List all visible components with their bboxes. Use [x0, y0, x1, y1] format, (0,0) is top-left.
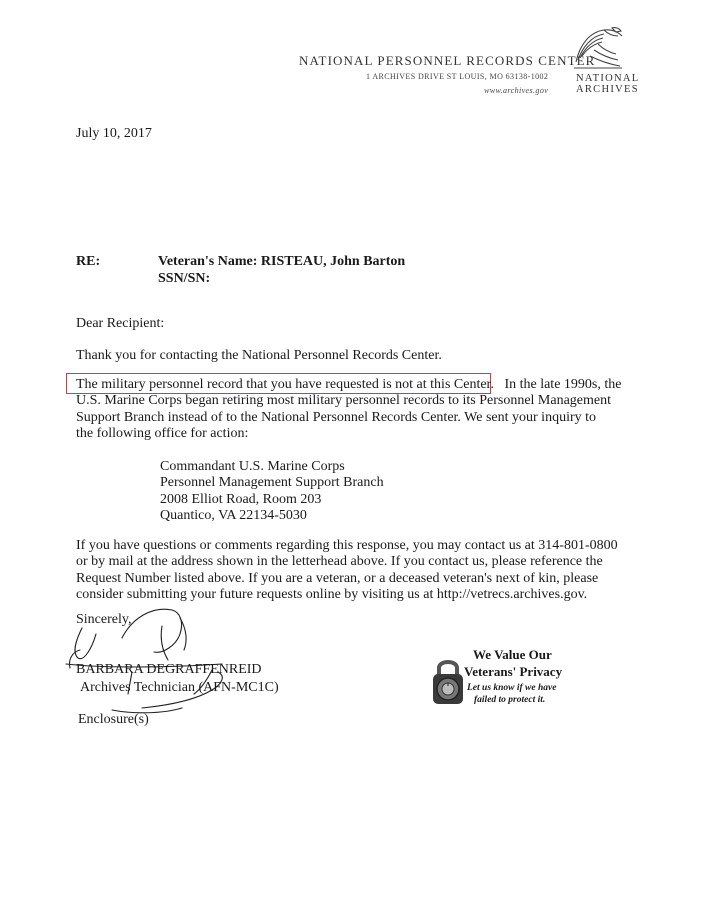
- paragraph-record-line-4: the following office for action:: [76, 425, 249, 441]
- letterhead-website: www.archives.gov: [484, 86, 549, 95]
- privacy-sub-1: Let us know if we have: [467, 683, 557, 693]
- forward-address-line-4: Quantico, VA 22134-5030: [160, 507, 307, 523]
- letterhead-address: 1 ARCHIVES DRIVE ST LOUIS, MO 63138-1002: [366, 72, 549, 81]
- paragraph-contact-line-1: If you have questions or comments regarding this response, you may contact us at 314-801-0800: [76, 538, 618, 553]
- logo-line-2: ARCHIVES: [576, 84, 639, 95]
- logo-wordmark: [576, 73, 639, 95]
- logo-line-1: NATIONAL: [576, 73, 640, 84]
- paragraph-record-line-2: U.S. Marine Corps began retiring most military personnel records to its Personnel Management: [76, 393, 612, 409]
- paragraph-contact: [76, 538, 618, 603]
- veteran-name-label: Veteran's Name:: [158, 254, 258, 269]
- padlock-icon: [430, 654, 466, 708]
- letter-date: July 10, 2017: [76, 126, 152, 141]
- privacy-title-2: Veterans' Privacy: [464, 664, 563, 679]
- paragraph-record-line-3: Support Branch instead of to the National Personnel Records Center. We sent your inquiry to: [76, 409, 597, 425]
- closing: Sincerely,: [76, 612, 132, 627]
- paragraph-record-line-1-rest: In the late 1990s, the: [504, 377, 622, 392]
- paragraph-contact-line-4: consider submitting your future requests online by visiting us at http://vetrecs.archives.gov.: [76, 586, 588, 602]
- eagle-icon: [568, 24, 626, 72]
- veteran-name-line: [158, 254, 405, 270]
- salutation: Dear Recipient:: [76, 316, 165, 331]
- privacy-sub-2: failed to protect it.: [474, 695, 546, 705]
- re-label: RE:: [76, 254, 101, 269]
- forward-address-line-2: Personnel Management Support Branch: [160, 475, 384, 491]
- highlighted-sentence: The military personnel record that you have requested is not at this Center.: [76, 377, 494, 392]
- forward-address: [160, 459, 384, 524]
- signer-name: BARBARA DEGRAFFENREID: [76, 662, 262, 677]
- enclosure-note: Enclosure(s): [78, 712, 149, 727]
- paragraph-record-status: [76, 377, 621, 442]
- paragraph-contact-line-2: or by mail at the address shown in the letterhead above. If you contact us, please reference the: [76, 554, 603, 570]
- signer-title: Archives Technician (AFN-MC1C): [80, 680, 279, 695]
- paragraph-record-line-1: [76, 377, 621, 393]
- veteran-name-value: RISTEAU, John Barton: [260, 254, 406, 269]
- ssn-label: SSN/SN:: [158, 271, 211, 286]
- letterhead-org-name: NATIONAL PERSONNEL RECORDS CENTER: [299, 53, 596, 68]
- forward-address-line-3: 2008 Elliot Road, Room 203: [160, 491, 322, 507]
- forward-address-line-1: Commandant U.S. Marine Corps: [160, 459, 345, 474]
- paragraph-thanks: Thank you for contacting the National Personnel Records Center.: [76, 348, 442, 363]
- paragraph-contact-line-3: Request Number listed above. If you are a veteran, or a deceased veteran's next of kin, please: [76, 570, 599, 586]
- privacy-title-1: We Value Our: [473, 647, 552, 662]
